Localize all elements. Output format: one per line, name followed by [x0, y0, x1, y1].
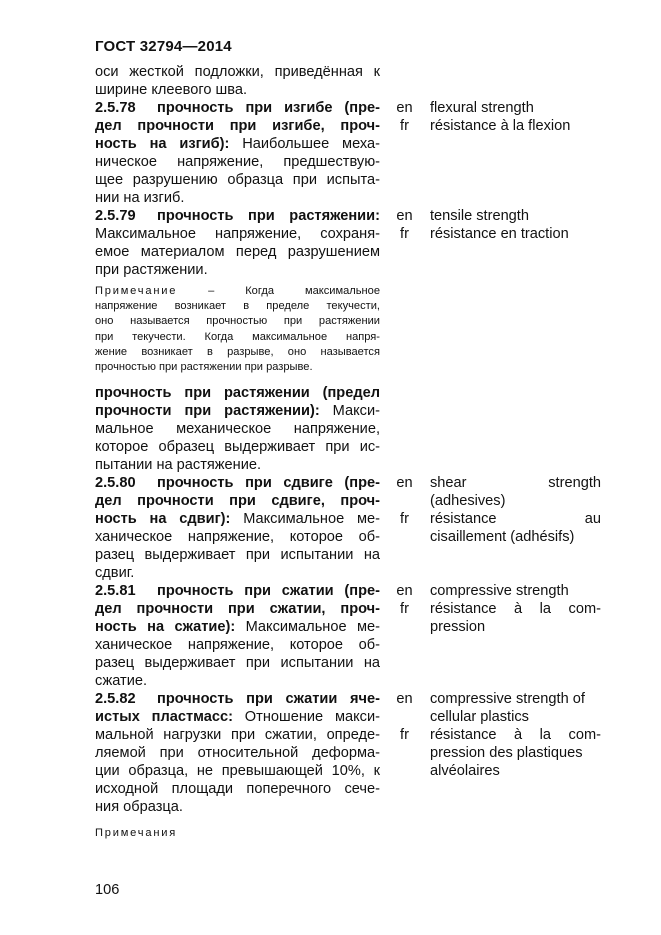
- alternate-definition: прочность при растяжении (предел прочности при растяжении): Макси- мальное механическое напряжение, которое образец выдерживает при ис- пытании на растяжение.: [95, 385, 380, 474]
- document-header: ГОСТ 32794—2014: [95, 38, 232, 55]
- lang-codes: [394, 207, 415, 243]
- french-term: résistance en traction: [430, 226, 569, 242]
- note-label: Примечание: [95, 285, 178, 297]
- lang-codes: [394, 99, 415, 135]
- english-term-cont: (adhesives): [430, 493, 506, 510]
- lang-codes: [394, 474, 415, 528]
- english-term: compressive strength: [430, 583, 569, 600]
- term-entry-2-5-78: [95, 99, 601, 207]
- term-number: 2.5.82: [95, 691, 136, 708]
- lang-codes: [394, 690, 415, 744]
- translations: [430, 690, 601, 780]
- lang-en: en: [396, 100, 413, 116]
- main-content: [95, 63, 601, 842]
- note-block: Примечание – Когда максимальное напряжение возникает в пределе текучести, оно называется прочностью при растяжении при текучести. Когда максимальное напря- жение возникает в разрыве, оно называется прочностью при растяжении при разрыве.: [95, 285, 380, 374]
- translations: [430, 99, 601, 135]
- english-term: flexural strength: [430, 100, 534, 116]
- french-term: résistance au: [430, 511, 601, 528]
- page-number: 106: [95, 882, 120, 898]
- term-entry-2-5-82: [95, 690, 601, 816]
- term-entry-2-5-80: [95, 474, 601, 582]
- notes-title: Примечания: [95, 827, 178, 840]
- lang-codes: [394, 582, 415, 618]
- french-term-cont: cisaillement (adhésifs): [430, 529, 575, 546]
- english-term: compressive strength of: [430, 691, 585, 708]
- term-number: 2.5.78: [95, 100, 136, 116]
- english-term: shear strength: [430, 475, 601, 492]
- term-entry-2-5-81: [95, 582, 601, 690]
- lang-fr: fr: [400, 226, 409, 242]
- term-number: 2.5.79: [95, 208, 136, 224]
- lang-fr: fr: [400, 511, 409, 528]
- lang-fr: fr: [400, 727, 409, 744]
- term-definition: 2.5.78 прочность при изгибе (пре- дел прочности при изгибе, проч- ность на изгиб): Наибольшее меха- ническое напряжение, предшествую- щее разрушению образца при испыта- нии на изгиб.: [95, 100, 380, 206]
- lang-en: en: [396, 691, 413, 708]
- translations: [430, 582, 601, 636]
- translations: [430, 207, 601, 243]
- english-term-cont: cellular plastics: [430, 709, 529, 726]
- intro-text: [95, 63, 380, 99]
- french-term: résistance à la flexion: [430, 118, 571, 134]
- term-definition: 2.5.79 прочность при растяжении: Максимальное напряжение, сохраня- емое материалом перед разрушением при растяжении.: [95, 208, 380, 278]
- french-term: résistance à la com-: [430, 727, 601, 744]
- lang-fr: fr: [400, 118, 409, 134]
- lang-en: en: [396, 208, 413, 224]
- lang-fr: fr: [400, 601, 409, 618]
- translations: [430, 474, 601, 546]
- term-entry-2-5-79: [95, 207, 601, 279]
- english-term: tensile strength: [430, 208, 529, 224]
- french-term-cont: pression: [430, 619, 486, 636]
- term-definition: 2.5.80 прочность при сдвиге (пре- дел прочности при сдвиге, проч- ность на сдвиг): Максимальное ме- ханическое напряжение, которое об- разец выдерживает при испытании на сдвиг.: [95, 475, 380, 582]
- french-term-cont: alvéolaires: [430, 763, 500, 780]
- term-definition: 2.5.81 прочность при сжатии (пре- дел прочности при сжатии, проч- ность на сжатие): Максимальное ме- ханическое напряжение, которое об- разец выдерживает при испытании на сжатие.: [95, 583, 380, 690]
- french-term: résistance à la com-: [430, 601, 601, 618]
- text-line: ширине клеевого шва.: [95, 82, 248, 98]
- text-line: оси жесткой подложки, приведённая к: [95, 64, 380, 80]
- term-number: 2.5.80: [95, 475, 136, 492]
- lang-en: en: [396, 583, 413, 600]
- term-number: 2.5.81: [95, 583, 136, 600]
- french-term-cont: pression des plastiques: [430, 745, 583, 762]
- lang-en: en: [396, 475, 413, 492]
- term-definition: 2.5.82 прочность при сжатии яче- истых пластмасс: Отношение макси- мальной нагрузки при сжатии, опреде- ляемой при относительной деформа- ции образца, не превышающей 10%, к исходной площади поперечного сече- ния образца.: [95, 691, 380, 816]
